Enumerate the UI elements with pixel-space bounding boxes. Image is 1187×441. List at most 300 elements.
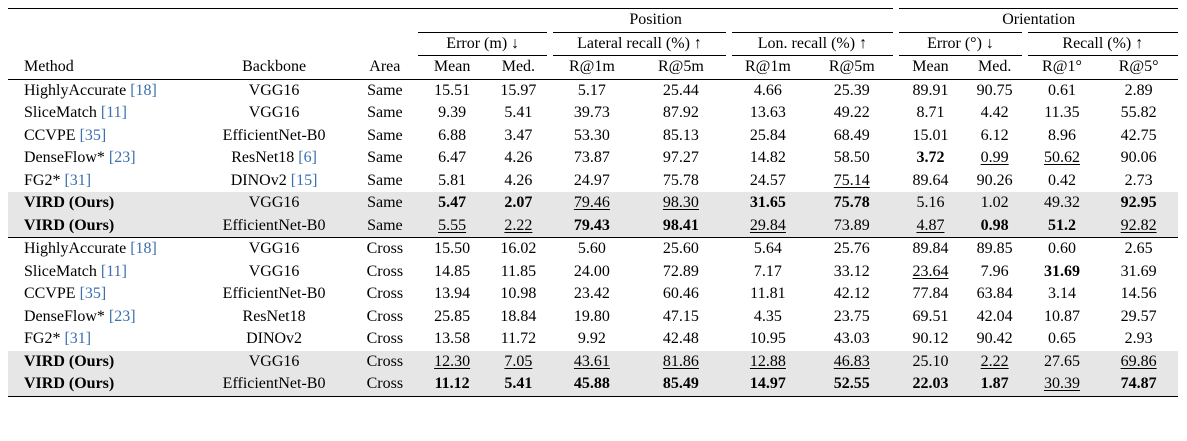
metric-value: 7.96 — [980, 262, 1009, 280]
value-cell — [633, 215, 728, 238]
value-cell — [550, 351, 633, 374]
backbone-name: EfficientNet-B0 — [222, 216, 326, 234]
value-cell — [807, 102, 896, 125]
method-cell — [8, 238, 196, 261]
method-name: VIRD (Ours) — [24, 194, 115, 211]
method-cell — [8, 147, 196, 170]
header-group-row — [8, 9, 1178, 33]
backbone-cell — [196, 147, 351, 170]
metric-value: 98.30 — [662, 194, 699, 211]
value-cell — [1099, 79, 1178, 102]
col-r1m: R@1m — [568, 58, 615, 75]
value-cell — [633, 328, 728, 351]
metric-value: 75.78 — [833, 194, 870, 211]
metric-value: 77.84 — [912, 285, 949, 302]
metric-value: 49.22 — [833, 104, 870, 121]
value-cell — [633, 170, 728, 193]
area-cell: Same — [367, 171, 403, 189]
value-cell — [1099, 215, 1178, 238]
table-row — [8, 125, 1178, 148]
metric-value: 4.42 — [980, 104, 1009, 121]
value-cell — [729, 215, 808, 238]
metric-value: 12.88 — [749, 352, 786, 370]
table-row — [8, 283, 1178, 306]
value-cell — [965, 238, 1025, 261]
metric-value: 6.88 — [438, 126, 467, 144]
value-cell — [729, 306, 808, 329]
value-cell — [896, 125, 964, 148]
metric-value: 2.73 — [1124, 171, 1153, 189]
value-cell — [486, 192, 550, 215]
value-cell — [633, 351, 728, 374]
metric-value: 33.12 — [833, 262, 870, 280]
backbone-name: VGG16 — [248, 352, 300, 370]
metric-value: 42.12 — [833, 285, 870, 302]
metric-value: 89.64 — [912, 171, 949, 189]
metric-value: 85.13 — [662, 126, 699, 144]
value-cell — [896, 170, 964, 193]
col-lon-r5m: R@5m — [828, 58, 875, 75]
backbone-cell — [196, 261, 351, 284]
value-cell — [418, 351, 486, 374]
citation-link[interactable]: [31] — [64, 330, 92, 347]
metric-value: 6.12 — [980, 126, 1009, 144]
backbone-name: VGG16 — [248, 104, 300, 121]
citation-link[interactable]: [23] — [108, 149, 136, 166]
metric-value: 4.87 — [916, 216, 945, 234]
table-row — [8, 238, 1178, 261]
error-deg-header: Error (°) ↓ — [896, 32, 1024, 56]
value-cell — [896, 373, 964, 396]
value-cell — [486, 215, 550, 238]
value-cell — [418, 192, 486, 215]
table-row — [8, 102, 1178, 125]
method-cell — [8, 170, 196, 193]
value-cell — [1025, 373, 1100, 396]
metric-value: 4.35 — [753, 307, 782, 325]
method-cell — [8, 351, 196, 374]
metric-value: 5.41 — [504, 104, 533, 121]
value-cell — [1025, 306, 1100, 329]
metric-value: 92.82 — [1120, 216, 1157, 234]
metric-value: 85.49 — [662, 375, 699, 392]
citation-link[interactable]: [15] — [290, 171, 318, 189]
value-cell — [550, 79, 633, 102]
value-cell — [633, 373, 728, 396]
metric-value: 8.96 — [1047, 126, 1076, 144]
value-cell — [550, 283, 633, 306]
metric-value: 4.66 — [753, 81, 782, 99]
value-cell — [729, 328, 808, 351]
cross-area-section — [8, 238, 1178, 397]
col-r5m: R@5m — [657, 58, 704, 75]
metric-value: 0.65 — [1047, 330, 1076, 347]
area-cell: Same — [367, 104, 403, 121]
col-lon-r1m: R@1m — [744, 58, 791, 75]
value-cell — [896, 192, 964, 215]
metric-value: 81.86 — [662, 352, 699, 370]
value-cell — [807, 215, 896, 238]
backbone-name: EfficientNet-B0 — [222, 285, 326, 302]
backbone-cell — [196, 170, 351, 193]
metric-value: 90.26 — [976, 171, 1013, 189]
metric-value: 7.05 — [504, 352, 533, 370]
value-cell — [418, 328, 486, 351]
metric-value: 5.81 — [438, 171, 467, 189]
value-cell — [896, 79, 964, 102]
area-cell: Cross — [352, 238, 418, 261]
metric-value: 6.47 — [438, 149, 467, 166]
metric-value: 24.00 — [573, 262, 610, 280]
metric-value: 25.76 — [833, 240, 870, 257]
backbone-name: VGG16 — [248, 262, 300, 280]
metric-value: 12.30 — [434, 352, 471, 370]
value-cell — [486, 125, 550, 148]
value-cell — [418, 283, 486, 306]
col-r5deg: R@5° — [1118, 58, 1159, 75]
metric-value: 75.78 — [662, 171, 699, 189]
metric-value: 9.92 — [577, 330, 606, 347]
metric-value: 2.65 — [1124, 240, 1153, 257]
value-cell — [418, 79, 486, 102]
method-cell — [8, 102, 196, 125]
metric-value: 4.26 — [504, 149, 533, 166]
method-cell — [8, 283, 196, 306]
metric-value: 9.39 — [438, 104, 467, 121]
area-cell: Same — [352, 79, 418, 102]
value-cell — [965, 147, 1025, 170]
metric-value: 42.48 — [662, 330, 699, 347]
table-row — [8, 351, 1178, 374]
value-cell — [896, 351, 964, 374]
metric-value: 92.95 — [1120, 194, 1157, 211]
value-cell — [550, 215, 633, 238]
value-cell — [550, 328, 633, 351]
area-cell: Cross — [352, 373, 418, 396]
value-cell — [729, 170, 808, 193]
method-name: SliceMatch — [24, 104, 97, 121]
value-cell — [633, 102, 728, 125]
method-cell — [8, 192, 196, 215]
value-cell — [807, 351, 896, 374]
value-cell — [486, 283, 550, 306]
metric-value: 97.27 — [662, 149, 699, 166]
metric-value: 51.2 — [1047, 216, 1076, 234]
metric-value: 8.71 — [916, 104, 945, 121]
value-cell — [807, 125, 896, 148]
metric-value: 23.75 — [833, 307, 870, 325]
metric-value: 18.84 — [500, 307, 537, 325]
value-cell — [633, 261, 728, 284]
value-cell — [729, 238, 808, 261]
results-table — [8, 8, 1178, 397]
metric-value: 11.12 — [434, 375, 470, 392]
citation-link[interactable]: [11] — [100, 262, 127, 280]
metric-value: 27.65 — [1043, 352, 1080, 370]
metric-value: 50.62 — [1043, 149, 1080, 166]
metric-value: 13.63 — [749, 104, 786, 121]
metric-value: 23.42 — [573, 285, 610, 302]
value-cell — [418, 306, 486, 329]
method-name: VIRD (Ours) — [24, 352, 115, 370]
metric-value: 5.47 — [438, 194, 467, 211]
metric-value: 10.87 — [1043, 307, 1080, 325]
method-name: VIRD (Ours) — [24, 375, 115, 392]
value-cell — [418, 147, 486, 170]
metric-value: 11.72 — [500, 330, 537, 347]
value-cell — [965, 261, 1025, 284]
metric-value: 22.03 — [912, 375, 949, 392]
metric-value: 87.92 — [662, 104, 699, 121]
value-cell — [1099, 192, 1178, 215]
value-cell — [418, 261, 486, 284]
metric-value: 10.95 — [749, 330, 786, 347]
table-row — [8, 147, 1178, 170]
value-cell — [550, 373, 633, 396]
value-cell — [633, 192, 728, 215]
citation-link[interactable]: [35] — [79, 285, 107, 302]
metric-value: 89.85 — [976, 240, 1013, 257]
citation-link[interactable]: [31] — [64, 171, 92, 189]
value-cell — [729, 147, 808, 170]
method-cell — [8, 306, 196, 329]
metric-value: 23.64 — [912, 262, 949, 280]
table-row — [8, 79, 1178, 102]
backbone-name: VGG16 — [248, 240, 300, 257]
metric-value: 45.88 — [573, 375, 610, 392]
metric-value: 89.84 — [912, 240, 949, 257]
value-cell — [729, 125, 808, 148]
citation-link[interactable]: [11] — [100, 104, 127, 121]
metric-value: 53.30 — [573, 126, 610, 144]
value-cell — [807, 79, 896, 102]
metric-value: 73.89 — [833, 216, 870, 234]
value-cell — [1099, 170, 1178, 193]
value-cell — [486, 79, 550, 102]
value-cell — [1025, 170, 1100, 193]
metric-value: 79.43 — [573, 216, 610, 234]
backbone-cell — [196, 328, 351, 351]
backbone-cell — [196, 351, 351, 374]
value-cell — [965, 170, 1025, 193]
backbone-cell — [196, 215, 351, 238]
value-cell — [965, 192, 1025, 215]
value-cell — [729, 102, 808, 125]
method-name: FG2* — [24, 330, 61, 347]
value-cell — [486, 328, 550, 351]
value-cell — [965, 351, 1025, 374]
table-row — [8, 373, 1178, 396]
metric-value: 0.99 — [980, 149, 1009, 166]
value-cell — [807, 238, 896, 261]
metric-value: 98.41 — [662, 216, 699, 234]
value-cell — [1025, 102, 1100, 125]
value-cell — [550, 238, 633, 261]
method-name: VIRD (Ours) — [24, 216, 115, 234]
area-cell: Cross — [366, 262, 404, 280]
value-cell — [633, 79, 728, 102]
value-cell — [896, 306, 964, 329]
value-cell — [486, 147, 550, 170]
value-cell — [729, 373, 808, 396]
metric-value: 31.69 — [1043, 262, 1080, 280]
metric-value: 74.87 — [1120, 375, 1157, 392]
metric-value: 68.49 — [833, 126, 870, 144]
metric-value: 15.50 — [434, 240, 471, 257]
table-row — [8, 261, 1178, 284]
value-cell — [1025, 147, 1100, 170]
metric-value: 79.46 — [573, 194, 610, 211]
value-cell — [1025, 215, 1100, 238]
metric-value: 3.14 — [1047, 285, 1076, 302]
metric-value: 2.22 — [980, 352, 1009, 370]
metric-value: 31.65 — [749, 194, 786, 211]
metric-value: 14.82 — [749, 149, 786, 166]
value-cell — [486, 170, 550, 193]
value-cell — [729, 192, 808, 215]
metric-value: 5.17 — [577, 81, 606, 99]
metric-value: 2.89 — [1124, 81, 1153, 99]
value-cell — [1025, 351, 1100, 374]
value-cell — [633, 306, 728, 329]
backbone-cell — [196, 102, 351, 125]
citation-link[interactable]: [6] — [298, 149, 317, 166]
method-cell — [8, 373, 196, 396]
metric-value: 39.73 — [573, 104, 610, 121]
value-cell — [550, 147, 633, 170]
area-cell: Cross — [366, 330, 404, 347]
method-name: DenseFlow* — [24, 149, 105, 166]
metric-value: 30.39 — [1043, 375, 1080, 392]
value-cell — [550, 192, 633, 215]
value-cell — [965, 102, 1025, 125]
value-cell — [965, 283, 1025, 306]
value-cell — [807, 373, 896, 396]
value-cell — [896, 328, 964, 351]
value-cell — [1099, 238, 1178, 261]
metric-value: 15.97 — [500, 81, 537, 99]
value-cell — [1099, 102, 1178, 125]
metric-value: 90.42 — [976, 330, 1013, 347]
value-cell — [418, 125, 486, 148]
table-row — [8, 192, 1178, 215]
metric-value: 5.60 — [577, 240, 606, 257]
metric-value: 24.57 — [749, 171, 786, 189]
value-cell — [1099, 328, 1178, 351]
metric-value: 14.56 — [1120, 285, 1157, 302]
value-cell — [965, 328, 1025, 351]
value-cell — [418, 170, 486, 193]
area-cell: Same — [367, 126, 403, 144]
col-backbone: Backbone — [242, 57, 307, 75]
backbone-cell — [196, 192, 351, 215]
value-cell — [633, 283, 728, 306]
metric-value: 52.55 — [833, 375, 870, 392]
metric-value: 31.69 — [1120, 262, 1157, 280]
metric-value: 73.87 — [573, 149, 610, 166]
metric-value: 13.94 — [434, 285, 471, 302]
value-cell — [418, 215, 486, 238]
metric-value: 69.86 — [1120, 352, 1157, 370]
citation-link[interactable]: [35] — [79, 126, 107, 144]
metric-value: 11.85 — [500, 262, 537, 280]
value-cell — [896, 102, 964, 125]
area-cell: Same — [367, 149, 403, 166]
value-cell — [486, 238, 550, 261]
backbone-cell — [196, 79, 351, 102]
table-row — [8, 170, 1178, 193]
value-cell — [729, 261, 808, 284]
value-cell — [729, 351, 808, 374]
area-cell: Cross — [352, 351, 418, 374]
metric-value: 25.84 — [749, 126, 786, 144]
metric-value: 60.46 — [662, 285, 699, 302]
value-cell — [965, 306, 1025, 329]
metric-value: 13.58 — [434, 330, 471, 347]
backbone-name: VGG16 — [248, 194, 300, 211]
value-cell — [550, 261, 633, 284]
value-cell — [633, 238, 728, 261]
value-cell — [1099, 351, 1178, 374]
table-row — [8, 306, 1178, 329]
backbone-name: EfficientNet-B0 — [222, 375, 326, 392]
col-r1deg: R@1° — [1042, 58, 1082, 75]
metric-value: 10.98 — [500, 285, 537, 302]
value-cell — [965, 79, 1025, 102]
citation-link[interactable]: [18] — [130, 81, 157, 99]
metric-value: 25.44 — [662, 81, 699, 99]
backbone-name: VGG16 — [248, 81, 300, 99]
metric-value: 90.06 — [1120, 149, 1157, 166]
value-cell — [965, 125, 1025, 148]
metric-value: 0.98 — [980, 216, 1009, 234]
method-name: DenseFlow* — [24, 307, 105, 325]
metric-value: 25.60 — [662, 240, 699, 257]
metric-value: 47.15 — [662, 307, 699, 325]
header-col-row — [8, 56, 1178, 80]
value-cell — [550, 170, 633, 193]
table-row — [8, 215, 1178, 238]
recall-deg-header: Recall (%) ↑ — [1025, 32, 1178, 56]
citation-link[interactable]: [18] — [130, 240, 157, 257]
backbone-cell — [196, 283, 351, 306]
metric-value: 69.51 — [912, 307, 949, 325]
lon-recall-header: Lon. recall (%) ↑ — [729, 32, 897, 56]
col-orient-mean: Mean — [912, 58, 949, 75]
metric-value: 72.89 — [662, 262, 699, 280]
backbone-name: EfficientNet-B0 — [222, 126, 326, 144]
citation-link[interactable]: [23] — [108, 307, 136, 325]
metric-value: 5.64 — [753, 240, 782, 257]
area-cell: Cross — [366, 285, 404, 302]
metric-value: 19.80 — [573, 307, 610, 325]
metric-value: 90.12 — [912, 330, 949, 347]
lateral-recall-header: Lateral recall (%) ↑ — [550, 32, 728, 56]
value-cell — [896, 238, 964, 261]
value-cell — [729, 79, 808, 102]
metric-value: 15.01 — [912, 126, 949, 144]
metric-value: 1.02 — [980, 194, 1009, 211]
value-cell — [486, 306, 550, 329]
metric-value: 3.47 — [504, 126, 533, 144]
metric-value: 0.42 — [1047, 171, 1076, 189]
metric-value: 11.81 — [750, 285, 786, 302]
backbone-cell — [196, 238, 351, 261]
method-cell — [8, 79, 196, 102]
value-cell — [1025, 125, 1100, 148]
value-cell — [418, 373, 486, 396]
value-cell — [896, 215, 964, 238]
